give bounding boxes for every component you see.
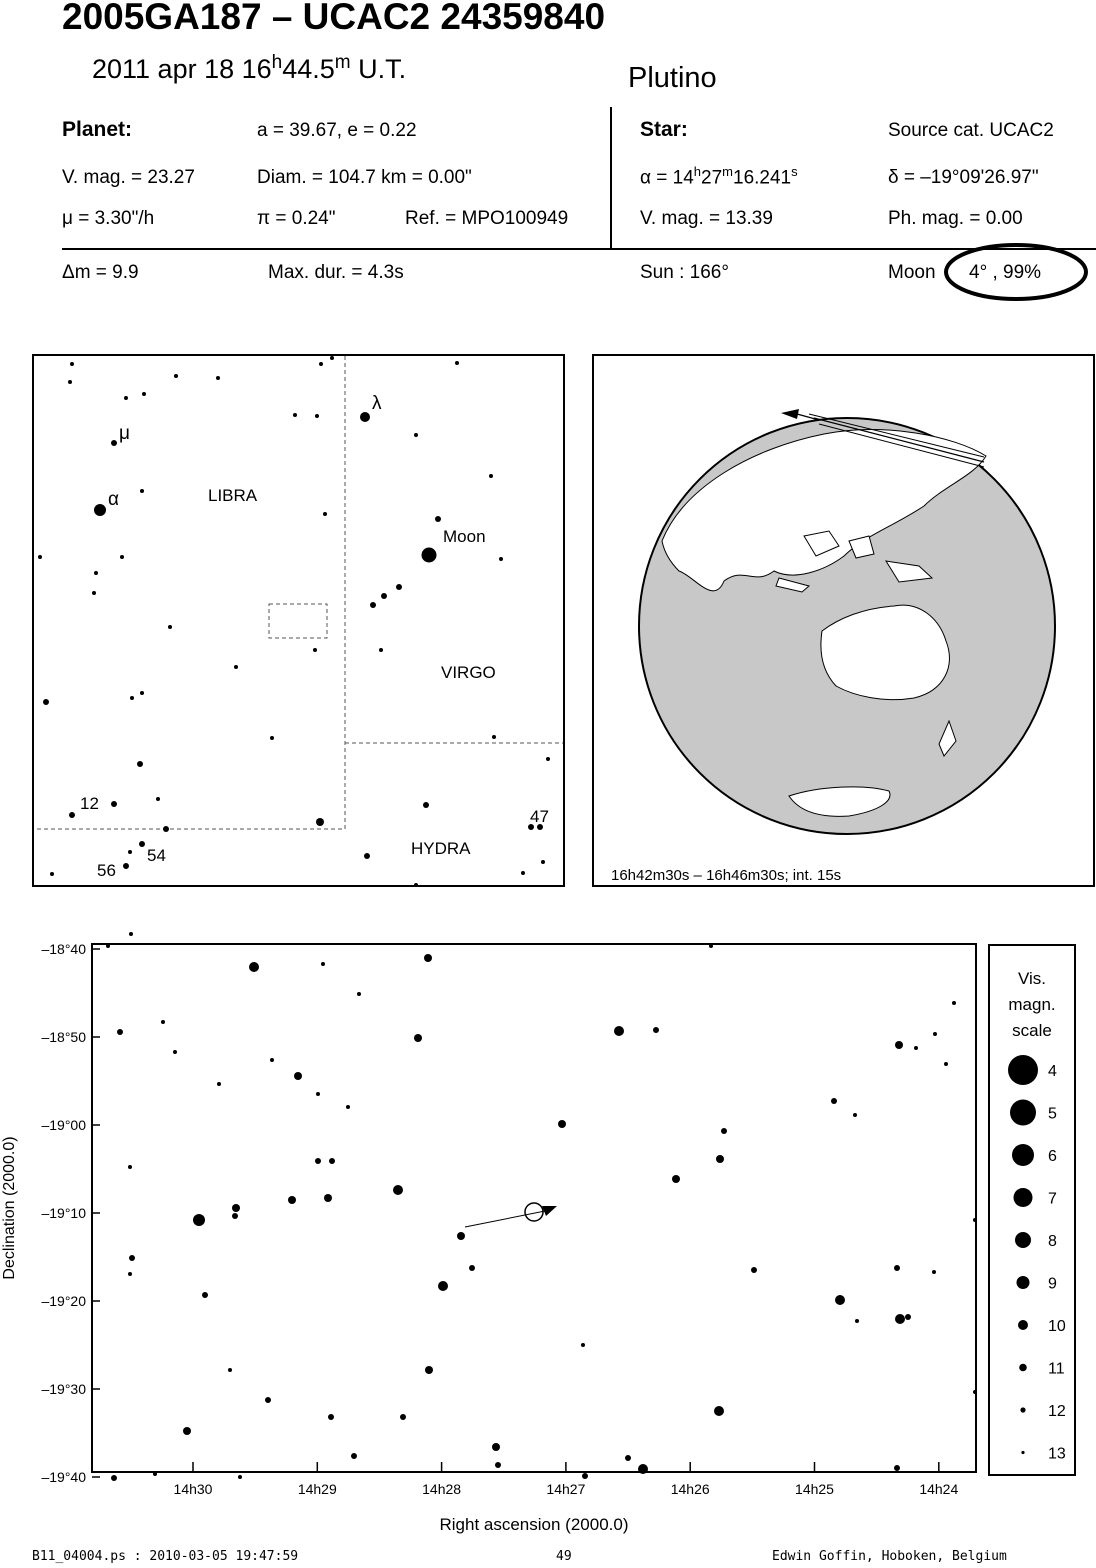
planet-diameter: Diam. = 104.7 km = 0.00" — [257, 167, 472, 188]
label-star-56: 56 — [97, 861, 116, 880]
sky-star — [168, 625, 172, 629]
field-star — [894, 1265, 900, 1271]
x-axis-label: Right ascension (2000.0) — [439, 1515, 629, 1534]
globe-time-caption: 16h42m30s – 16h46m30s; int. 15s — [611, 867, 842, 884]
field-star — [894, 1465, 900, 1471]
ra-tick-label: 14h24 — [919, 1481, 959, 1497]
field-star — [232, 1213, 238, 1219]
field-star — [653, 1027, 659, 1033]
scale-title-line-2: magn. — [1008, 995, 1056, 1014]
sky-star — [68, 380, 72, 384]
scale-magnitude-label: 9 — [1048, 1275, 1057, 1293]
footer-file: B11_04004.ps : 2010-03-05 19:47:59 — [32, 1549, 299, 1564]
field-star — [492, 1443, 500, 1451]
field-star — [202, 1292, 208, 1298]
field-star — [270, 1058, 274, 1062]
star-right-ascension: $\alpha = 14^h27^m16.241^s$ — [640, 164, 798, 189]
sky-chart — [34, 356, 563, 885]
sky-star — [315, 414, 319, 418]
star-declination: δ = –19°09'26.97" — [888, 167, 1039, 188]
dec-tick-label: –19°40 — [41, 1469, 86, 1485]
sky-star — [123, 863, 129, 869]
field-star — [128, 1165, 132, 1169]
field-star — [346, 1105, 350, 1109]
field-star — [265, 1397, 271, 1403]
star-heading: Star: — [640, 118, 688, 141]
field-star — [329, 1158, 335, 1164]
dec-tick-label: –19°00 — [41, 1117, 86, 1133]
field-star — [129, 1255, 135, 1261]
moon-value: 4° , 99% — [969, 262, 1042, 283]
field-star — [495, 1462, 501, 1468]
sky-star — [137, 761, 143, 767]
scale-entries — [1008, 1055, 1066, 1463]
scale-magnitude-label: 7 — [1048, 1190, 1057, 1208]
field-star — [288, 1196, 296, 1204]
field-star — [316, 1092, 320, 1096]
planet-orbit: a = 39.67, e = 0.22 — [257, 120, 417, 141]
label-libra: LIBRA — [208, 486, 258, 505]
sky-chart-stars — [38, 356, 550, 885]
field-star — [183, 1427, 191, 1435]
field-star — [106, 944, 110, 948]
label-star-54: 54 — [147, 846, 166, 865]
field-star — [217, 1082, 221, 1086]
field-star — [117, 1029, 123, 1035]
scale-magnitude-label: 8 — [1048, 1233, 1057, 1250]
scale-dot — [1019, 1364, 1027, 1372]
dec-tick-label: –18°40 — [41, 941, 86, 957]
moon-highlight-ellipse — [940, 240, 1096, 304]
scale-dot — [1012, 1144, 1034, 1166]
label-star-12: 12 — [80, 794, 99, 813]
field-star — [228, 1368, 232, 1372]
sky-star — [163, 826, 169, 832]
sky-star — [396, 584, 402, 590]
sky-star — [94, 571, 98, 575]
field-star — [638, 1464, 648, 1474]
magnitude-drop: Δm = 9.9 — [62, 262, 139, 283]
sky-star — [323, 512, 327, 516]
scale-magnitude-label: 13 — [1048, 1445, 1066, 1463]
sky-star — [492, 735, 496, 739]
label-lambda: λ — [372, 393, 382, 414]
dec-tick-label: –19°20 — [41, 1293, 86, 1309]
sky-star — [130, 696, 134, 700]
label-mu: μ — [119, 423, 130, 444]
field-star — [111, 1475, 117, 1481]
field-star — [581, 1343, 585, 1347]
sky-star — [128, 850, 132, 854]
sky-star — [546, 757, 550, 761]
sky-star — [38, 555, 42, 559]
australia-landmass — [821, 605, 950, 700]
sky-star — [381, 593, 387, 599]
sky-star — [330, 356, 334, 360]
field-star — [294, 1072, 302, 1080]
label-alpha: α — [108, 489, 119, 510]
field-star — [393, 1185, 403, 1195]
ra-tick-label: 14h28 — [422, 1481, 462, 1497]
sky-star — [139, 841, 145, 847]
scale-title-line-3: scale — [1012, 1021, 1052, 1040]
event-title: 2005GA187 – UCAC2 24359840 — [62, 0, 606, 37]
field-star — [714, 1406, 724, 1416]
sky-star — [360, 412, 370, 422]
field-star — [831, 1098, 837, 1104]
field-star — [835, 1295, 845, 1305]
field-star — [582, 1473, 588, 1479]
globe-panel — [592, 354, 1095, 887]
field-star — [315, 1158, 321, 1164]
label-star-47: 47 — [530, 807, 549, 826]
sky-star — [156, 797, 160, 801]
planet-heading: Planet: — [62, 118, 133, 141]
footer-author: Edwin Goffin, Hoboken, Belgium — [772, 1549, 1007, 1564]
constellation-boundaries — [34, 356, 563, 829]
field-star — [625, 1455, 631, 1461]
sky-star — [379, 648, 383, 652]
star-field-chart — [0, 930, 980, 1550]
scale-title-line-1: Vis. — [1017, 969, 1047, 988]
sky-star — [316, 818, 324, 826]
sky-star — [120, 555, 124, 559]
dec-tick-label: –18°50 — [41, 1029, 86, 1045]
field-star — [716, 1155, 724, 1163]
field-star — [357, 992, 361, 996]
field-star — [414, 1034, 422, 1042]
dec-tick-label: –19°10 — [41, 1205, 86, 1221]
field-star — [324, 1194, 332, 1202]
scale-dot — [1014, 1188, 1033, 1207]
scale-magnitude-label: 4 — [1048, 1063, 1057, 1080]
sky-star — [364, 853, 370, 859]
ra-tick-label: 14h25 — [795, 1481, 834, 1497]
planet-parallax: π = 0.24" — [257, 208, 336, 229]
field-star — [614, 1026, 624, 1036]
field-star — [249, 962, 259, 972]
sky-star — [414, 433, 418, 437]
moon-marker — [422, 548, 437, 563]
sky-star — [270, 736, 274, 740]
scale-magnitude-label: 11 — [1048, 1360, 1065, 1378]
star-field-frame — [92, 944, 976, 1472]
field-star — [328, 1414, 334, 1420]
ra-tick-label: 14h27 — [546, 1481, 586, 1497]
sky-star — [313, 648, 317, 652]
scale-magnitude-label: 5 — [1048, 1105, 1057, 1123]
scale-dot — [1018, 1320, 1028, 1330]
dec-tick-label: –19°30 — [41, 1381, 86, 1397]
sky-star — [370, 602, 376, 608]
field-star — [853, 1113, 857, 1117]
sky-star — [111, 801, 117, 807]
planet-motion: μ = 3.30"/h — [62, 208, 155, 229]
scale-magnitude-label: 12 — [1048, 1403, 1066, 1420]
sky-star — [92, 591, 96, 595]
field-star — [128, 1272, 132, 1276]
label-hydra: HYDRA — [411, 839, 471, 858]
sky-star — [140, 691, 144, 695]
field-star — [672, 1175, 680, 1183]
footer-page-number: 49 — [556, 1549, 572, 1564]
sky-star — [174, 374, 178, 378]
object-class: Plutino — [628, 62, 717, 94]
sky-star — [521, 871, 525, 875]
sun-elongation: Sun : 166° — [640, 262, 729, 283]
scale-dot — [1021, 1451, 1024, 1454]
field-star — [153, 1472, 157, 1476]
planet-vmag: V. mag. = 23.27 — [62, 167, 195, 188]
sky-star — [489, 474, 493, 478]
header-vertical-divider — [610, 107, 612, 249]
field-star — [905, 1314, 911, 1320]
sky-star — [142, 392, 146, 396]
sky-star — [414, 883, 418, 885]
magnitude-scale-panel — [988, 944, 1076, 1476]
field-star — [173, 1050, 177, 1054]
sky-star — [50, 872, 54, 876]
field-star — [895, 1314, 905, 1324]
field-star — [933, 1032, 937, 1036]
field-star — [914, 1046, 918, 1050]
star-alpha-libra — [94, 504, 106, 516]
sky-chart-panel — [32, 354, 565, 887]
moon-label: Moon — [888, 262, 936, 283]
sky-star — [216, 376, 220, 380]
field-star — [721, 1128, 727, 1134]
sky-star — [140, 489, 144, 493]
star-phmag: Ph. mag. = 0.00 — [888, 208, 1023, 229]
earth-globe — [594, 356, 1093, 885]
scale-dot — [1010, 1100, 1036, 1126]
sky-star — [234, 665, 238, 669]
field-star — [129, 932, 133, 936]
field-star — [321, 962, 325, 966]
planet-reference: Ref. = MPO100949 — [405, 208, 569, 229]
sky-star — [43, 699, 49, 705]
scale-dot — [1017, 1276, 1030, 1289]
field-star — [558, 1120, 566, 1128]
scale-magnitude-label: 10 — [1048, 1318, 1066, 1335]
field-star — [232, 1204, 240, 1212]
field-star — [855, 1319, 859, 1323]
field-star — [973, 1390, 977, 1394]
sky-star — [69, 812, 75, 818]
field-star — [709, 944, 713, 948]
field-star — [161, 1020, 165, 1024]
sky-star — [455, 361, 459, 365]
magnitude-scale — [990, 946, 1074, 1474]
star-source-catalog: Source cat. UCAC2 — [888, 120, 1054, 141]
label-moon: Moon — [443, 527, 486, 546]
field-star — [438, 1281, 448, 1291]
sky-star — [70, 362, 74, 366]
label-virgo: VIRGO — [441, 663, 496, 682]
ra-tick-label: 14h29 — [297, 1481, 337, 1497]
sky-star — [499, 557, 503, 561]
sky-star — [111, 440, 117, 446]
scale-dot — [1008, 1055, 1038, 1085]
field-star — [973, 1218, 977, 1222]
field-star — [469, 1265, 475, 1271]
sky-star — [124, 396, 128, 400]
field-star — [424, 954, 432, 962]
sky-star — [319, 362, 323, 366]
field-star — [400, 1414, 406, 1420]
field-star — [944, 1062, 948, 1066]
field-star — [895, 1041, 903, 1049]
ra-tick-label: 14h30 — [173, 1481, 213, 1497]
scale-dot — [1015, 1232, 1031, 1248]
ra-tick-label: 14h26 — [670, 1481, 710, 1497]
field-star — [457, 1232, 465, 1240]
sky-star — [435, 516, 441, 522]
sky-star — [293, 413, 297, 417]
field-star — [238, 1475, 242, 1479]
field-star — [193, 1214, 205, 1226]
sky-star — [423, 802, 429, 808]
sky-star — [541, 860, 545, 864]
max-duration: Max. dur. = 4.3s — [268, 262, 404, 283]
field-star — [425, 1366, 433, 1374]
star-vmag: V. mag. = 13.39 — [640, 208, 773, 229]
field-star — [351, 1453, 357, 1459]
field-star — [932, 1270, 936, 1274]
field-star — [751, 1267, 757, 1273]
event-datetime: 2011 apr 18 16$^h$44.5$^m$ U.T. — [92, 52, 407, 84]
y-axis-label: Declination (2000.0) — [1, 1136, 18, 1280]
field-star — [952, 1001, 956, 1005]
scale-magnitude-label: 6 — [1048, 1148, 1057, 1165]
scale-dot — [1020, 1407, 1025, 1412]
